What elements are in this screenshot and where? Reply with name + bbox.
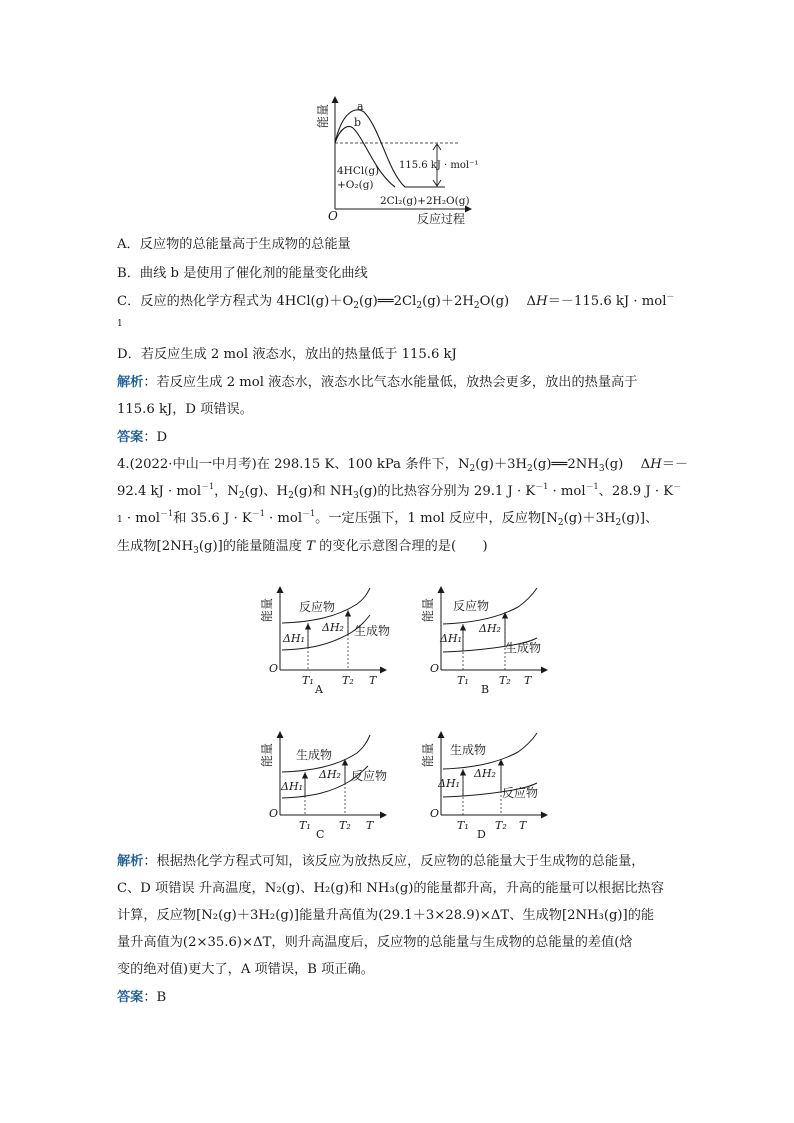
graph-b-label: B — [481, 683, 490, 695]
analysis-q4-line3: 计算，反应物[N₂(g)＋3H₂(g)]能量升高值为(29.1＋3×28.9)×ΔT、生成物[2NH₃(g)]的能 — [117, 908, 655, 923]
graph-a-dh2: ΔH₂ — [322, 621, 344, 634]
option-a: A．反应物的总能量高于生成物的总能量 — [117, 237, 351, 252]
graph-a-upper-label: 反应物 — [299, 600, 336, 614]
analysis-q4-line5: 变的绝对值)更大了，A 项错误，B 项正确。 — [117, 962, 374, 977]
graph-a-dh1: ΔH₁ — [283, 632, 305, 645]
graph-d-t2: T₂ — [495, 819, 507, 832]
graph-a — [252, 580, 402, 695]
option-c: C．反应的热化学方程式为 $4HCl(g)+O_2(g)══2Cl_2(g)+2H_2O(g)$ ΔH＝－115.6 kJ · mol－ — [117, 292, 675, 311]
answer-q3: 答案：D — [117, 430, 168, 445]
curve-b-label: b — [354, 116, 362, 129]
reactants-label-1: 4HCl(g) — [337, 165, 380, 177]
energy-gap-label: 115.6 kJ · mol⁻¹ — [399, 160, 479, 171]
analysis-q3-line1: 解析：若反应生成 2 mol 液态水，液态水比气态水能量低，放热会更多，放出的热量高于 — [117, 375, 638, 390]
y-axis-label: 能量 — [316, 103, 330, 128]
graph-c-label: C — [316, 828, 325, 840]
products-label: 2Cl₂(g)+2H₂O(g) — [380, 195, 470, 207]
graph-d — [413, 725, 563, 840]
option-d: D．若反应生成 2 mol 液态水，放出的热量低于 115.6 kJ — [117, 347, 457, 362]
graph-b-t: T — [524, 674, 532, 687]
graph-c-t1: T₁ — [299, 819, 311, 832]
graph-d-lower-label: 反应物 — [502, 786, 539, 800]
graph-c-origin: O — [269, 807, 279, 820]
graph-b-dh2: ΔH₂ — [479, 622, 501, 635]
analysis-q3-line2: 115.6 kJ，D 项错误。 — [117, 402, 253, 417]
graph-d-dh1: ΔH₁ — [438, 777, 460, 790]
graph-d-dh2: ΔH₂ — [474, 767, 496, 780]
graph-c-upper-label: 生成物 — [296, 748, 333, 762]
option-b: B．曲线 b 是使用了催化剂的能量变化曲线 — [117, 266, 368, 281]
graph-c-dh1: ΔH₁ — [281, 780, 303, 793]
curve-a-label: a — [357, 100, 364, 113]
q4-stem-line4: 生成物$[2NH_3(g)]$的能量随温度 T 的变化示意图合理的是( ) — [117, 539, 488, 556]
q4-stem-line3: 1 · mol$^{-1}$和 35.6 $J \cdot K^{-1} \cdot mol^{-1}$。一定压强下，1 mol 反应中，反应物$[N_2(g)+3H_2(g)]$、 — [117, 509, 659, 528]
option-c-wrap: 1 — [117, 319, 123, 329]
graph-d-label: D — [477, 828, 486, 840]
graph-b — [413, 580, 563, 695]
graph-d-y-label: 能量 — [421, 742, 435, 767]
reactants-label-2: +O₂(g) — [337, 179, 374, 191]
graph-b-y-label: 能量 — [421, 597, 435, 622]
curve-b — [335, 127, 395, 187]
q4-stem-line1: 4.(2022·中山一中月考)在 298.15 K、100 kPa 条件下，$N_2(g)+3H_2(g)══2NH_3(g)$ ΔH＝－ — [117, 457, 689, 474]
analysis-q4-line4: 量升高值为(2×35.6)×ΔT，则升高温度后，反应物的总能量与生成物的总能量的差值(焓 — [117, 935, 633, 950]
q4-stem-line2: 92.4 kJ · mol$^{-1}$，$N_2(g)$、$H_2(g)$和 $NH_3(g)$的比热容分别为 29.1 $J \cdot K^{-1} \cdot mol^{-1}$、28.9 J · K－ — [117, 482, 682, 501]
analysis-q4-line1: 解析：根据热化学方程式可知，该反应为放热反应，反应物的总能量大于生成物的总能量， — [117, 854, 645, 869]
origin-label: O — [328, 209, 338, 223]
graph-b-t2: T₂ — [499, 674, 511, 687]
analysis-q4-label: 解析 — [117, 854, 144, 869]
graph-b-dh1: ΔH₁ — [440, 632, 462, 645]
energy-profile-figure — [300, 92, 500, 227]
graph-a-t: T — [369, 674, 377, 687]
graph-a-t2: T₂ — [342, 674, 354, 687]
graph-d-t1: T₁ — [457, 819, 469, 832]
graph-d-upper-label: 生成物 — [450, 743, 487, 757]
graph-a-t1: T₁ — [302, 674, 314, 687]
graph-a-origin: O — [269, 662, 279, 675]
graph-a-y-label: 能量 — [260, 597, 274, 622]
answer-q4: 答案：B — [117, 990, 167, 1005]
graph-c-lower-label: 反应物 — [351, 769, 388, 783]
graph-a-lower-label: 生成物 — [354, 624, 391, 638]
graph-b-upper-label: 反应物 — [453, 599, 490, 613]
graph-c-y-label: 能量 — [260, 742, 274, 767]
answer-q4-label: 答案 — [117, 990, 144, 1005]
graph-d-origin: O — [430, 807, 440, 820]
graph-c — [252, 725, 402, 840]
graph-b-lower-label: 生成物 — [505, 641, 542, 655]
analysis-q4-line2: C、D 项错误 升高温度，N₂(g)、H₂(g)和 NH₃(g)的能量都升高，升高的能量可以根据比热容 — [117, 881, 664, 896]
graph-b-origin: O — [430, 662, 440, 675]
analysis-label: 解析 — [117, 375, 144, 390]
x-axis-label: 反应过程 — [417, 212, 466, 226]
answer-label: 答案 — [117, 430, 144, 445]
graph-d-t: T — [519, 819, 527, 832]
graph-a-label: A — [315, 683, 323, 695]
graph-c-dh2: ΔH₂ — [319, 768, 341, 781]
graph-c-t2: T₂ — [339, 819, 351, 832]
graph-c-t: T — [366, 819, 374, 832]
graph-b-t1: T₁ — [457, 674, 469, 687]
